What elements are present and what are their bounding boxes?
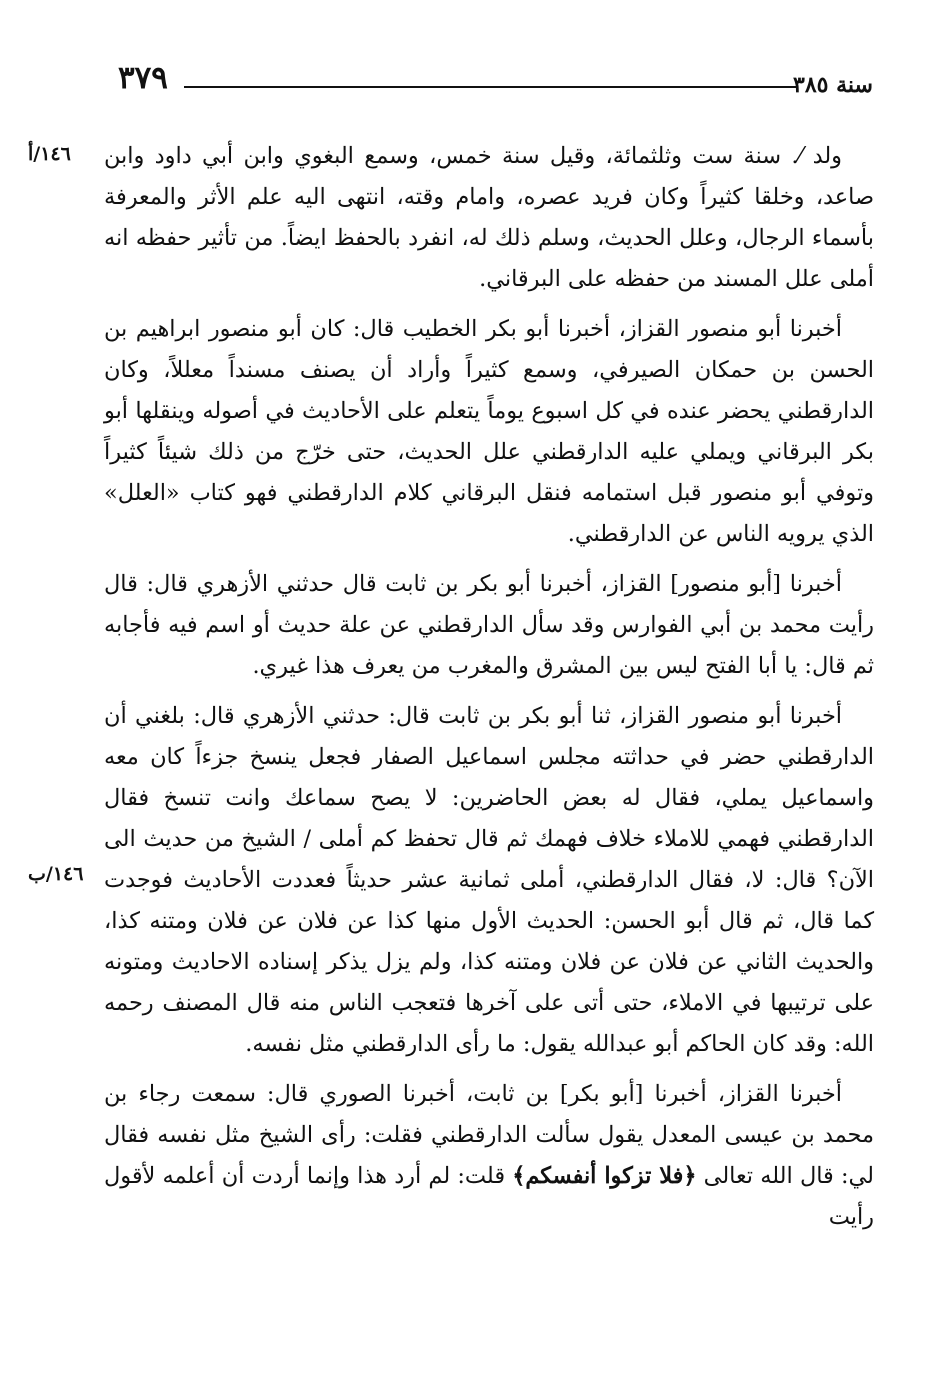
paragraph-biography: ولد ⁄. سنة ست وثلثمائة، وقيل سنة خمس، وسمع البغوي وابن أبي داود وابن صاعد، وخلقا كثيراً وكان فريد عصره، وامام وقته، انتهى اليه علم الأثر والمعرفة بأسماء الرجال، وعلل الحديث، وسلم ذلك له، انفرد بالحفظ ايضاً. من تأثير حفظه انه أملى علل المسند من حفظه على البرقاني. [104,143,874,292]
running-head-year: سنة ٣٨٥ [793,72,873,98]
main-text-block [104,136,874,1296]
margin-folio-note: ١٤٦/أ [28,143,71,165]
header-rule [184,86,797,88]
paragraph-text-lead: أخبرنا القزاز، أخبرنا [أبو بكر] بن ثابت، أخبرنا الصوري قال: سمعت رجاء بن محمد بن عيسى المعدل يقول سألت الدارقطني فقلت: رأى الشيخ مثل نفسه فقال لي: قال الله تعالى [104,1081,874,1189]
quran-quote: ﴿فلا تزكوا أنفسكم﴾ [512,1163,697,1189]
page-number: ٣٧٩ [118,60,168,96]
paragraph-report-2: أخبرنا [أبو منصور] القزاز، أخبرنا أبو بكر بن ثابت قال حدثني الأزهري قال: قال رأيت محمد بن أبي الفوارس وقد سأل الدارقطني عن علة حديث أو اسم فيه فأجابه ثم قال: يا أبا الفتح ليس بين المشرق والمغرب من يعرف هذا غيري. [104,571,874,679]
margin-folio-note: ١٤٦/ب [28,863,84,885]
paragraph-report-1: أخبرنا أبو منصور القزاز، أخبرنا أبو بكر الخطيب قال: كان أبو منصور ابراهيم بن الحسن بن حمكان الصيرفي، وسمع كثيراً وأراد أن يصنف مسنداً معللاً، وكان الدارقطني يحضر عنده في كل اسبوع يوماً يتعلم على الأحاديث في أصوله وينقلها أبو بكر البرقاني ويملي عليه الدارقطني علل الحديث، حتى خرّج من ذلك شيئاً كثيراً وتوفي أبو منصور قبل استمامه فنقل البرقاني كلام الدارقطني فهو كتاب «العلل» الذي يرويه الناس عن الدارقطني. [104,316,874,547]
paragraph-report-4 [104,1074,874,1238]
paragraph-report-3: أخبرنا أبو منصور القزاز، ثنا أبو بكر بن ثابت قال: حدثني الأزهري قال: بلغني أن الدارقطني حضر في حداثته مجلس اسماعيل الصفار فجعل ينسخ جزءاً كان معه واسماعيل يملي، فقال له بعض الحاضرين: لا يصح سماعك وانت تنسخ فقال الدارقطني فهمي للاملاء خلاف فهمك ثم قال تحفظ كم أملى / الشيخ من حديث الى الآن؟ قال: لا، فقال الدارقطني، أملى ثمانية عشر حديثاً فعددت الأحاديث فوجدت كما قال، ثم قال أبو الحسن: الحديث الأول منها كذا عن فلان عن فلان ومتنه كذا، والحديث الثاني عن فلان عن فلان ومتنه كذا، ولم يزل يذكر إسناده الاحاديث ومتونه على ترتيبها في الاملاء، حتى أتى على آخرها فتعجب الناس منه قال المصنف رحمه الله: وقد كان الحاكم أبو عبدالله يقول: ما رأى الدارقطني مثل نفسه. [104,703,874,1057]
page-header [118,58,873,106]
paragraph-text-tail: قلت: لم أرد هذا وإنما أردت أن أعلمه لأقول رأيت [104,1163,874,1230]
